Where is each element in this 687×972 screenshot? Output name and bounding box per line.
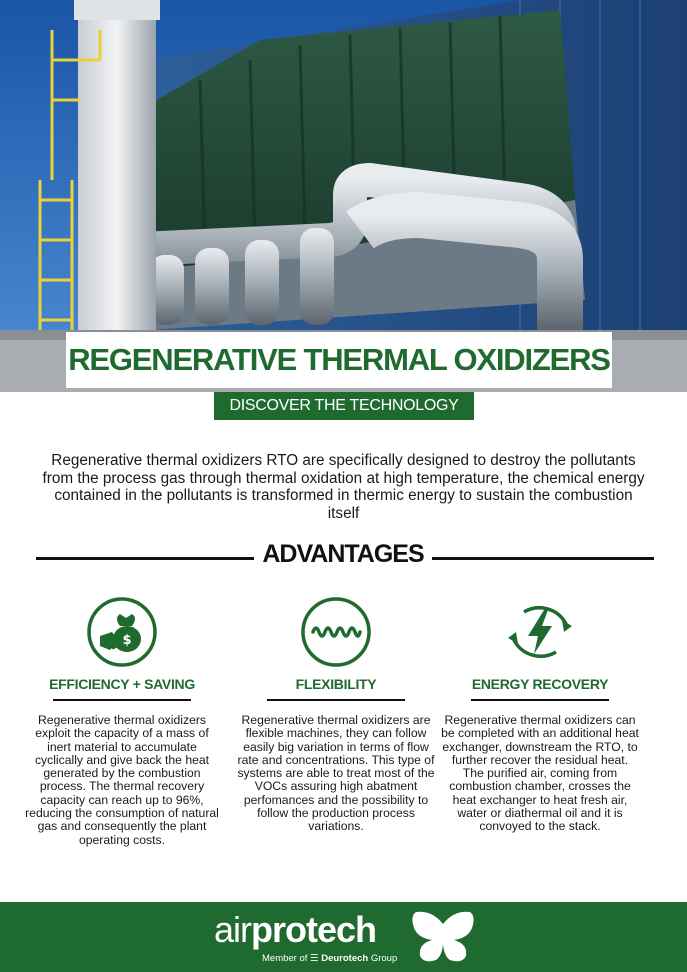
- airprotech-logo[interactable]: [214, 909, 376, 951]
- deurotech-mark-icon: ☰: [310, 953, 319, 964]
- svg-text:$: $: [122, 633, 132, 648]
- advantage-energy-recovery: [440, 596, 640, 834]
- advantages-heading: ADVANTAGES: [262, 540, 424, 568]
- intro-paragraph: Regenerative thermal oxidizers RTO are specifically designed to destroy the pollutants from the process gas through thermal oxidation at high temperature, the chemical energy contained in the pollutants is transformed in thermic energy to sustain the combustion itself: [42, 452, 645, 522]
- advantage-text: Regenerative thermal oxidizers can be completed with an additional heat exchanger, downstream the RTO, to further recover the residual heat. The purified air, coming from combustion chamber, crosses the heat exchanger to heat fresh air, water or diathermal oil and it is convoyed to the stack.: [441, 713, 639, 834]
- title-banner: [66, 332, 612, 388]
- butterfly-icon: [410, 910, 476, 966]
- advantage-efficiency: [22, 596, 222, 847]
- wave-icon: [300, 596, 372, 668]
- member-of-line: [262, 953, 397, 964]
- discover-technology-button[interactable]: DISCOVER THE TECHNOLOGY: [214, 392, 474, 420]
- advantage-title: ENERGY RECOVERY: [471, 676, 609, 692]
- logo-protech: protech: [251, 909, 377, 950]
- member-group: Deurotech: [321, 953, 369, 964]
- member-prefix: Member of: [262, 953, 308, 964]
- title-underline: [53, 699, 191, 701]
- advantage-text: Regenerative thermal oxidizers are flexible machines, they can follow easily big variation in terms of flow rate and concentrations. This type of systems are able to treat most of the VOCs assuring high abatment perfomances and the possibility to follow the production process variations.: [237, 713, 435, 834]
- advantage-title: FLEXIBILITY: [295, 676, 377, 692]
- title-underline: [267, 699, 405, 701]
- advantage-text: Regenerative thermal oxidizers exploit the capacity of a mass of inert material to accumulate cyclically and give back the heat generated by the combustion process. The thermal recovery capacity can reach up to 96%, reducing the consumption of natural gas and consequently the plant operating costs.: [25, 713, 219, 847]
- advantage-title: EFFICIENCY + SAVING: [49, 676, 195, 692]
- page-title: REGENERATIVE THERMAL OXIDIZERS: [68, 342, 610, 377]
- lightning-recycle-icon: [504, 596, 576, 668]
- title-underline: [471, 699, 609, 701]
- money-bag-hand-icon: [86, 596, 158, 668]
- divider-right: [432, 557, 654, 560]
- footer: [0, 902, 687, 972]
- divider-left: [36, 557, 254, 560]
- advantage-flexibility: [236, 596, 436, 834]
- member-suffix: Group: [370, 953, 398, 964]
- logo-air: air: [214, 909, 252, 950]
